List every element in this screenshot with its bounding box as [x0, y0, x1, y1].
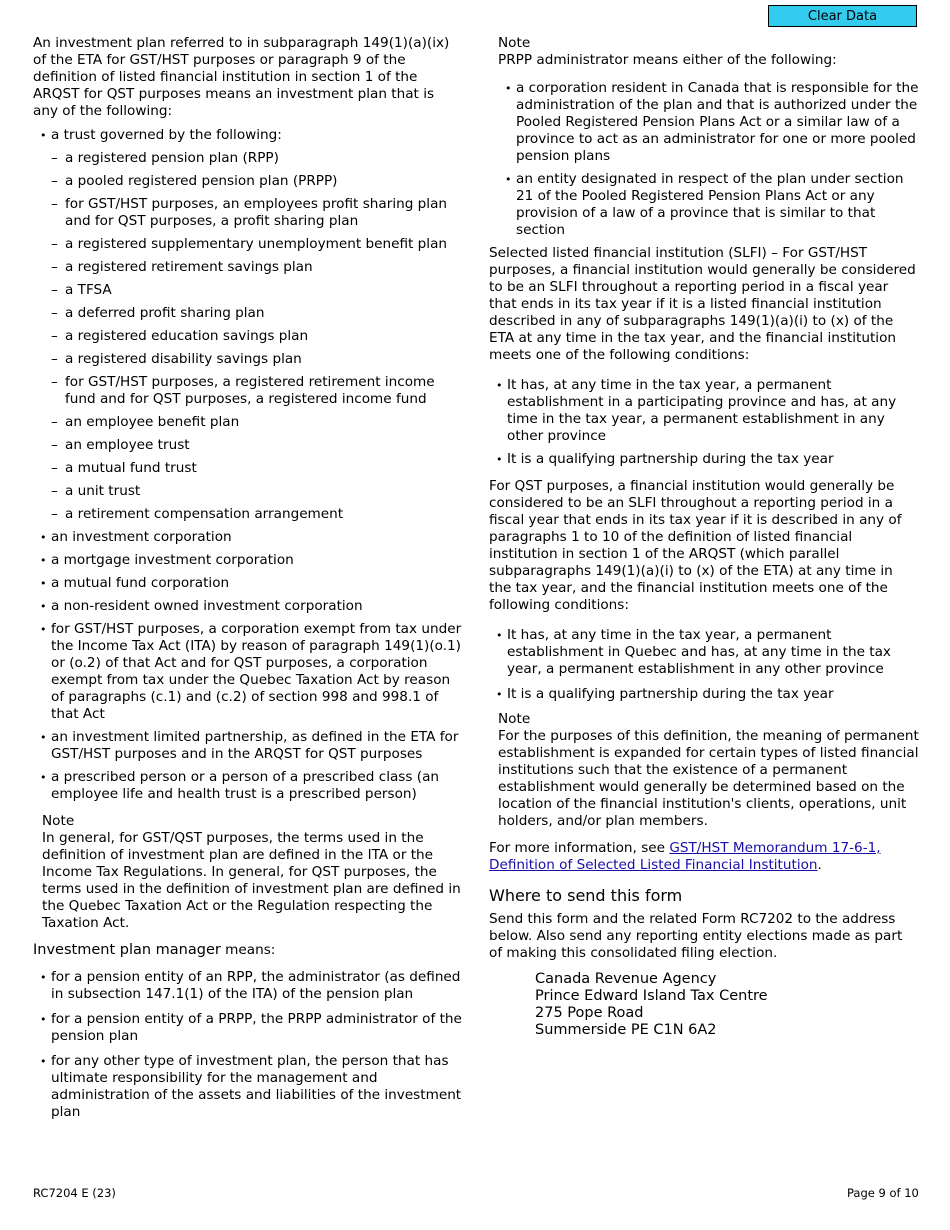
list-item: • an investment limited partnership, as defined in the ETA for GST/HST purposes and in the ARQST for QST purposes [33, 729, 463, 763]
trust-item-label: a trust governed by the following: [51, 127, 282, 143]
list-item: • a mutual fund corporation [33, 575, 463, 592]
list-item: – a unit trust [51, 483, 463, 500]
mailing-address [535, 971, 919, 1039]
note-title: Note [498, 711, 531, 727]
list-item: – a registered retirement savings plan [51, 259, 463, 276]
list-item: – a TFSA [51, 282, 463, 299]
list-item: • for a pension entity of an RPP, the administrator (as defined in subsection 147.1(1) of the ITA) of the pension plan [33, 969, 463, 1003]
permanent-establishment-note [498, 711, 919, 830]
more-info-prefix: For more information, see [489, 840, 670, 856]
investment-plan-note [42, 813, 463, 932]
send-instructions: Send this form and the related Form RC7202 to the address below. Also send any reporting entity elections made as part of making this consolidated filing election. [489, 911, 903, 961]
left-column [33, 35, 463, 1127]
slfi-definition: Selected listed financial institution (SLFI) – For GST/HST purposes, a financial institution would generally be considered to be an SLFI throughout a reporting period in a fiscal year that ends in its tax year if it is a listed financial institution described in any of subparagraphs 149(1)(a)(i) to (x) of the ETA at any time in the tax year, and the financial institution meets one of the following conditions: [489, 245, 916, 363]
investment-plan-intro: An investment plan referred to in subparagraph 149(1)(a)(ix) of the ETA for GST/HST purposes or paragraph 9 of the definition of listed financial institution in section 1 of the ARQST for QST purposes means an investment plan that is any of the following: [33, 35, 450, 119]
slfi-conditions [489, 377, 919, 468]
where-to-send-heading: Where to send this form [489, 886, 683, 905]
more-info-suffix: . [817, 857, 822, 873]
list-item: • for any other type of investment plan, the person that has ultimate responsibility for the management and administration of the assets and liabilities of the investment plan [33, 1053, 463, 1121]
ipm-term: Investment plan manager [33, 942, 221, 958]
list-item: • a non-resident owned investment corporation [33, 598, 463, 615]
list-item: – a retirement compensation arrangement [51, 506, 463, 523]
more-info [489, 840, 919, 874]
list-item: – a mutual fund trust [51, 460, 463, 477]
note-title: Note [498, 35, 531, 51]
memorandum-link[interactable]: GST/HST Memorandum 17-6-1, Definition of Selected Listed Financial Institution [489, 840, 881, 873]
prpp-list [498, 80, 919, 239]
note-title: Note [42, 813, 75, 829]
qst-conditions [489, 627, 919, 703]
address-line: Summerside PE C1N 6A2 [535, 1022, 717, 1038]
list-item: – a registered education savings plan [51, 328, 463, 345]
list-item: • It is a qualifying partnership during the tax year [489, 686, 919, 703]
list-item: – for GST/HST purposes, a registered retirement income fund and for QST purposes, a registered income fund [51, 374, 463, 408]
list-item: – an employee benefit plan [51, 414, 463, 431]
list-item: • It has, at any time in the tax year, a permanent establishment in Quebec and has, at any time in the tax year, a permanent establishment in any other province [489, 627, 919, 678]
list-item: • for GST/HST purposes, a corporation exempt from tax under the Income Tax Act (ITA) by reason of paragraph 149(1)(o.1) or (o.2) of that Act and for QST purposes, a corporation exempt from tax under the Quebec Taxation Act by reason of paragraphs (c.1) and (c.2) of section 998 and 998.1 of that Act [33, 621, 463, 723]
list-item: – an employee trust [51, 437, 463, 454]
clear-data-button[interactable]: Clear Data [768, 5, 917, 27]
list-item: – a registered disability savings plan [51, 351, 463, 368]
ipm-means: means: [220, 942, 276, 958]
list-item: • a corporation resident in Canada that is responsible for the administration of the plan and that is authorized under the Pooled Registered Pension Plans Act or a similar law of a province to act as an administrator for one or more pooled pension plans [498, 80, 919, 165]
list-item: – a deferred profit sharing plan [51, 305, 463, 322]
list-item: • for a pension entity of a PRPP, the PRPP administrator of the pension plan [33, 1011, 463, 1045]
ipm-list [33, 969, 463, 1121]
form-identifier: RC7204 E (23) [33, 1186, 116, 1200]
address-line: Canada Revenue Agency [535, 971, 717, 987]
list-item: • an entity designated in respect of the plan under section 21 of the Pooled Registered Pension Plans Act or any provision of a law of a province that is similar to that section [498, 171, 919, 239]
address-line: 275 Pope Road [535, 1005, 644, 1021]
investment-plan-list [33, 127, 463, 803]
list-item: • a prescribed person or a person of a prescribed class (an employee life and health trust is a prescribed person) [33, 769, 463, 803]
list-item: – a pooled registered pension plan (PRPP) [51, 173, 463, 190]
note-text: For the purposes of this definition, the meaning of permanent establishment is expanded for certain types of listed financial institutions such that the existence of a permanent establishment would generally be determined based on the location of the financial institution's clients, operations, unit holders, and/or plan members. [498, 728, 919, 829]
list-item: – a registered pension plan (RPP) [51, 150, 463, 167]
list-item: • It is a qualifying partnership during the tax year [489, 451, 919, 468]
page-number: Page 9 of 10 [847, 1186, 919, 1200]
list-item: – a registered supplementary unemployment benefit plan [51, 236, 463, 253]
note-text: PRPP administrator means either of the following: [498, 52, 837, 68]
note-text: In general, for GST/QST purposes, the terms used in the definition of investment plan are defined in the ITA or the Income Tax Regulations. In general, for QST purposes, the terms used in the definition of investment plan are defined in the Quebec Taxation Act or the Regulation respecting the Taxation Act. [42, 830, 461, 931]
list-item: • a mortgage investment corporation [33, 552, 463, 569]
trust-sub-list [51, 150, 463, 523]
list-item: • an investment corporation [33, 529, 463, 546]
right-column [489, 35, 919, 1039]
prpp-note [498, 35, 919, 239]
ipm-definition [33, 942, 463, 959]
list-item: • It has, at any time in the tax year, a permanent establishment in a participating province and has, at any time in the tax year, a permanent establishment in any other province [489, 377, 919, 445]
list-item: – for GST/HST purposes, an employees profit sharing plan and for QST purposes, a profit sharing plan [51, 196, 463, 230]
address-line: Prince Edward Island Tax Centre [535, 988, 768, 1004]
list-item [33, 127, 463, 523]
qst-definition: For QST purposes, a financial institution would generally be considered to be an SLFI throughout a reporting period in a fiscal year that ends in its tax year if it is described in any of paragraphs 1 to 10 of the definition of listed financial institution in section 1 of the ARQST (which parallel subparagraphs 149(1)(a)(i) to (x) of the ETA) at any time in the tax year, and the financial institution meets one of the following conditions: [489, 478, 902, 613]
